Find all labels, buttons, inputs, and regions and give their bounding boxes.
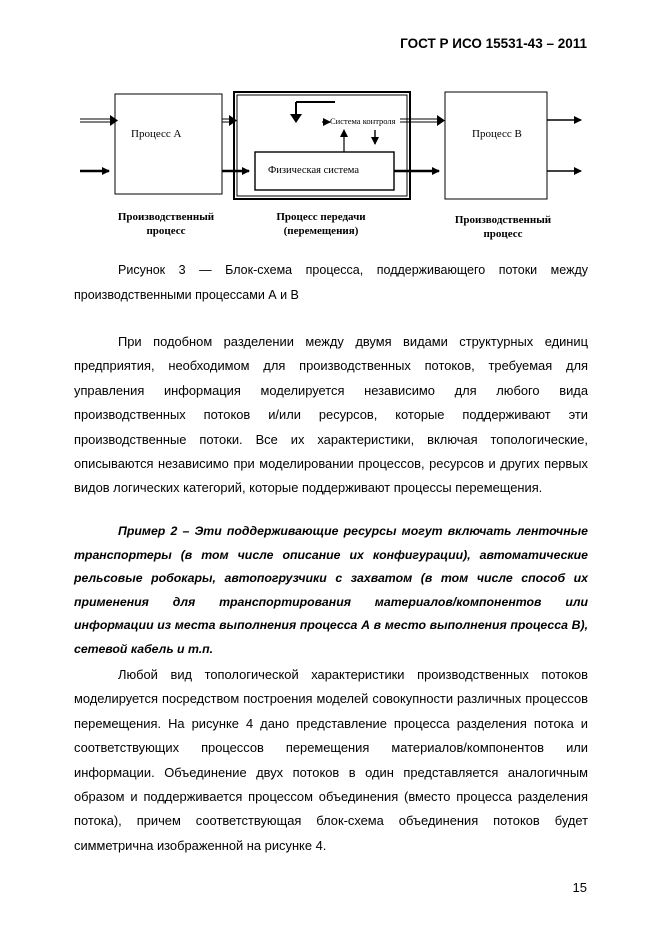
process-a-label: Процесс А <box>131 128 182 140</box>
example-2: Пример 2 – Эти поддерживающие ресурсы могут включать ленточные транспортеры (в том числе описание их конфигурации), автоматические рельсовые робокары, автопогрузчики с захватом (в том числе способ их применения для транспортирования материалов/компонентов или информации из места выполнения процесса А в место выполнения процесса В), сетевой кабель и т.п. <box>74 524 588 656</box>
figure-caption: Рисунок 3 — Блок-схема процесса, поддерживающего потоки между производственными процессами А и В <box>74 263 588 302</box>
process-b-box <box>445 92 547 199</box>
caption-transfer-process: Процесс передачи (перемещения) <box>276 211 366 237</box>
paragraph-2: Любой вид топологической характеристики производственных потоков моделируется посредством построения моделей совокупности различных процессов перемещения. На рисунке 4 дано представление процесса разделения потока и соответствующих процессов перемещения материалов/компонентов или информации. Объединение двух потоков в один представляется аналогичным образом и поддерживается процессом объединения (вместо процесса разделения потока), причем соответствующая блок-схема объединения потоков будет симметрична изображенной на рисунке 4. <box>74 667 588 853</box>
caption-production-process-left: Производственный процесс <box>117 211 215 237</box>
figure-3-block-diagram <box>0 80 661 250</box>
caption-production-process-right: Производственный процесс <box>454 214 552 240</box>
paragraph-1: При подобном разделении между двумя видами структурных единиц предприятия, необходимом для производственных потоков, требуемая для управления информация моделируется независимо для любого вида производственных потоков и/или ресурсов, которые поддерживают эти производственные потоки. Все их характеристики, включая топологические, описываются независимо при моделировании процессов, ресурсов и других первых видов логических категорий, которые поддерживают процессы перемещения. <box>74 334 588 496</box>
process-a-box <box>115 94 222 194</box>
standard-header: ГОСТ Р ИСО 15531-43 – 2011 <box>400 36 587 51</box>
process-b-label: Процесс В <box>472 128 522 140</box>
control-system-label: Система контроля <box>330 116 396 126</box>
physical-system-label: Физическая система <box>268 165 360 176</box>
page-number: 15 <box>572 880 587 895</box>
